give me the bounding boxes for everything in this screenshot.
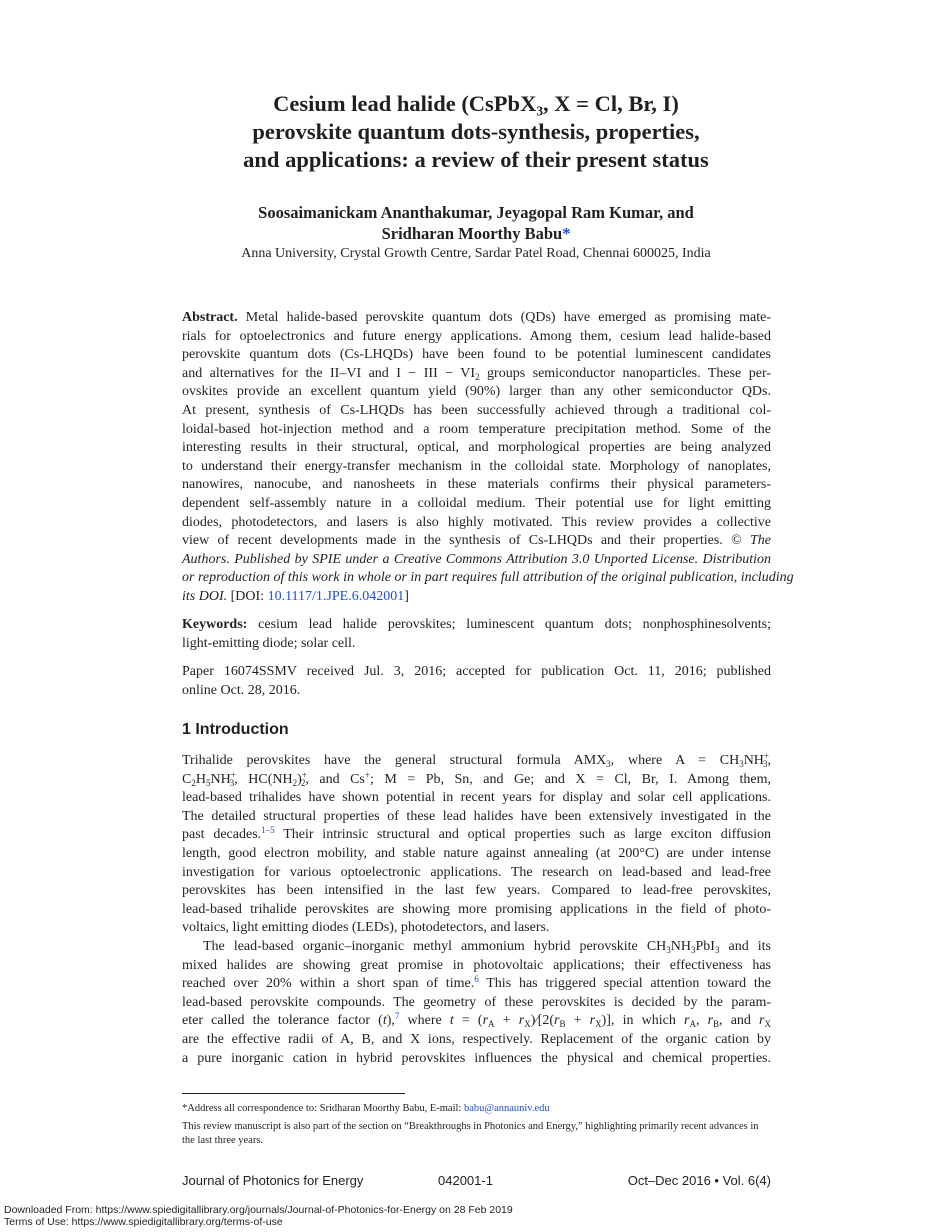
text-line: length, good electron mobility, and stable nature against annealing (at 200°C) are under intense (182, 845, 771, 861)
doi-link[interactable]: 10.1117/1.JPE.6.042001 (267, 588, 405, 604)
text-line: are the effective radii of A, B, and X ions, respectively. Replacement of the organic cation by (182, 1031, 771, 1047)
footer-article-id: 042001-1 (438, 1173, 493, 1188)
text-line: Trihalide perovskites have the general structural formula $AMX_3$, where $A = CH_3NH^+_3$, (182, 751, 771, 769)
title-line-2: perovskite quantum dots-synthesis, properties, (252, 119, 700, 144)
footer-journal: Journal of Photonics for Energy (182, 1173, 364, 1188)
abstract-label: Abstract. (182, 310, 238, 325)
download-notice (4, 1205, 513, 1228)
title-line-1: Cesium lead halide (CsPbX₃, X = Cl, Br, I) (273, 91, 679, 116)
abstract-line: view of recent developments made in the synthesis of Cs-LHQDs and their properties. © The (182, 533, 771, 549)
paper-history-line: Paper 16074SSMV received Jul. 3, 2016; accepted for publication Oct. 11, 2016; published (182, 664, 771, 679)
text-line: $C_2H_5NH^+_3$, $HC(NH_2)^+_2$, and Cs+; M = Pb, Sn, and Ge; and X = Cl, Br, I. Among them, (182, 769, 771, 788)
abstract-line: and alternatives for the II–VI and I − III − $VI_2$ groups semiconductor nanoparticles. These per- (182, 365, 771, 382)
keywords-label: Keywords: (182, 617, 248, 632)
title-line-3: and applications: a review of their present status (243, 147, 709, 172)
abstract-line: At present, synthesis of Cs-LHQDs has been successfully achieved through a traditional col- (182, 402, 771, 418)
intro-paragraph-1 (182, 752, 771, 938)
text-line: lead-based trihalide perovskites are showing more promising applications in the field of photo- (182, 901, 771, 917)
abstract-line: or reproduction of this work in whole or in part requires full attribution of the original publication, including (182, 570, 794, 586)
email-link[interactable]: babu@annauniv.edu (463, 1103, 550, 1114)
footnote-correspondence: *Address all correspondence to: Sridharan Moorthy Babu, E-mail: babu@annauniv.edu (182, 1103, 550, 1114)
text-line: The detailed structural properties of these lead halides have been extensively investigated in the (182, 808, 771, 824)
section-heading: 1 Introduction (182, 721, 289, 738)
abstract-line: Authors. Published by SPIE under a Creative Commons Attribution 3.0 Unported License. Distribution (182, 551, 771, 567)
footer-issue: Oct–Dec 2016 • Vol. 6(4) (627, 1173, 771, 1188)
text-line: lead-based trihalides have shown potential in recent years for display and solar cell applications. (182, 790, 771, 806)
terms-line: Terms of Use: https://www.spiedigitallibrary.org/terms-of-use (4, 1215, 283, 1228)
abstract-line: rials for optoelectronics and future energy applications. Among them, cesium lead halide-based (182, 328, 771, 344)
keywords (182, 616, 771, 653)
citation-link[interactable]: 1–5 (261, 825, 275, 836)
text-line: lead-based perovskite compounds. The geometry of these perovskites is decided by the param- (182, 994, 771, 1010)
authors-line-1: Soosaimanickam Ananthakumar, Jeyagopal Ram Kumar, and (258, 203, 694, 222)
author-list (150, 202, 802, 244)
intro-paragraph-2 (182, 938, 771, 1068)
abstract (182, 309, 794, 607)
paper-history-line: online Oct. 28, 2016. (182, 682, 301, 698)
abstract-line: its DOI. [DOI: 10.1117/1.JPE.6.042001] (182, 588, 409, 604)
abstract-line: Abstract. Metal halide-based perovskite quantum dots (QDs) have emerged as promising mate- (182, 310, 771, 325)
author-name-babu: Sridharan Moorthy Babu (381, 224, 563, 243)
corresponding-author-link[interactable]: * (562, 224, 571, 243)
text-line: perovskites has been intensified in the last few years. Compared to lead-free perovskites, (182, 883, 771, 899)
abstract-line: to understand their energy-transfer mechanism in the colloidal state. Morphology of nanoplates, (182, 458, 771, 474)
text-line: reached over 20% within a short span of time.$^6$ This has triggered special attention toward the (182, 974, 771, 992)
text-line: investigation for various optoelectronic applications. The research on lead-based and lead-free (182, 864, 771, 880)
text-line: mixed halides are showing great promise in photovoltaic applications; their effectiveness has (182, 957, 771, 973)
text-line: a pure inorganic cation in hybrid perovskites influences the physical and chemical properties. (182, 1050, 771, 1066)
abstract-line: interesting results in their structural, optical, and morphological properties are being analyzed (182, 440, 771, 456)
abstract-line: diodes, photodetectors, and lasers is also highly motivated. This review provides a collective (182, 514, 771, 530)
text-line: voltaics, light emitting diodes (LEDs), photodetectors, and lasers. (182, 920, 550, 936)
abstract-line: nanowires, nanocube, and nanosheets in these materials confirms their physical parameters- (182, 477, 771, 493)
citation-link[interactable]: 7 (394, 1011, 400, 1022)
abstract-line: perovskite quantum dots (Cs-LHQDs) have been found to be potential luminescent candidates (182, 347, 771, 363)
keywords-line: light-emitting diode; solar cell. (182, 635, 356, 651)
authors-line-2 (150, 223, 802, 244)
abstract-line: loidal-based hot-injection method and a room temperature precipitation method. Some of the (182, 421, 771, 437)
footnote-section-note: This review manuscript is also part of the section on “Breakthroughs in Photonics and Energy,” highlighting primarily recent advances in the last three years. (182, 1121, 759, 1146)
abstract-line: ovskites provide an excellent quantum yield (90%) larger than any other semiconductor QDs. (182, 384, 771, 400)
download-line: Downloaded From: https://www.spiedigitallibrary.org/journals/Journal-of-Photonics-for-Energy on 28 Feb 2019 (4, 1204, 513, 1216)
footnote-separator (182, 1093, 405, 1094)
text-line: eter called the tolerance factor (t),$^7$ where $t = (r_A$ + $r_X)∕[2(r_B + r_X)]$, in which $r_A$, $r_B$, and $r_X$ (182, 1011, 771, 1030)
text-line: past decades.$^{1-5}$ Their intrinsic structural and optical properties such as large exciton diffusion (182, 825, 771, 843)
text-line: The lead-based organic–inorganic methyl ammonium hybrid perovskite $CH_3NH_3PbI_3$ and its (203, 939, 771, 955)
keywords-line: Keywords: cesium lead halide perovskites; luminescent quantum dots; nonphosphinesolvents; (182, 617, 771, 632)
citation-link[interactable]: 6 (474, 974, 479, 985)
paper-title (150, 90, 802, 174)
abstract-line: dependent self-assembly nature in a colloidal medium. Their potential use for light emitting (182, 495, 771, 511)
affiliation: Anna University, Crystal Growth Centre, Sardar Patel Road, Chennai 600025, India (241, 246, 711, 261)
paper-history (182, 663, 771, 700)
